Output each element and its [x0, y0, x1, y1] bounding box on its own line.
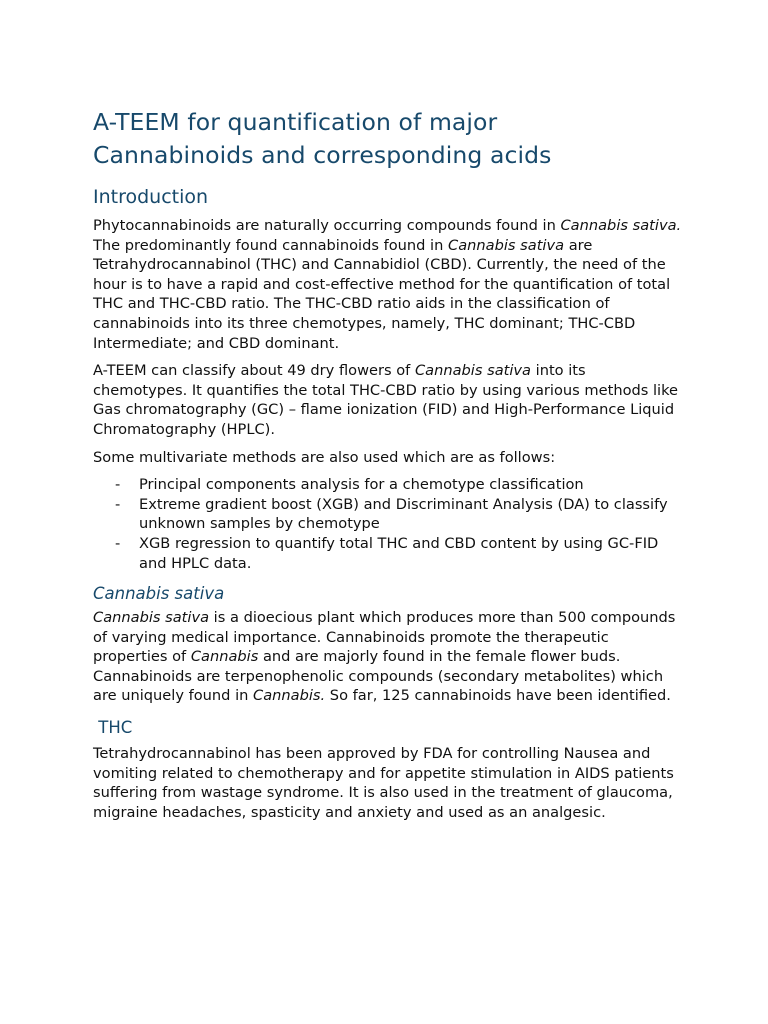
document-title	[93, 106, 683, 172]
title-line-2: Cannabinoids and corresponding acids	[93, 141, 552, 169]
list-item: - Extreme gradient boost (XGB) and Discriminant Analysis (DA) to classify unknown samples by chemotype	[115, 495, 668, 533]
dash-bullet: -	[115, 476, 121, 494]
list-item: - Principal components analysis for a chemotype classification	[115, 476, 584, 494]
intro-paragraph-2: A-TEEM can classify about 49 dry flowers of Cannabis sativa into its chemotypes. It quantifies the total THC-CBD ratio by using various methods like Gas chromatography (GC) – flame ionization (FID) and High-Performance Liquid Chromatography (HPLC).	[93, 362, 679, 438]
intro-paragraph-1: Phytocannabinoids are naturally occurring compounds found in Cannabis sativa. The predominantly found cannabinoids found in Cannabis sativa are Tetrahydrocannabinol (THC) and Cannabidiol (CBD). Currently, the need of the hour is to have a rapid and cost-effective method for the quantification of total THC and THC-CBD ratio. The THC-CBD ratio aids in the classification of cannabinoids into its three chemotypes, namely, THC dominant; THC-CBD Intermediate; and CBD dominant.	[93, 217, 682, 352]
list-item: - XGB regression to quantify total THC and CBD content by using GC-FID and HPLC data.	[115, 534, 659, 572]
dash-bullet: -	[115, 495, 121, 513]
dash-bullet: -	[115, 534, 121, 552]
cannabis-sativa-paragraph: Cannabis sativa is a dioecious plant which produces more than 500 compounds of varying medical importance. Cannabinoids promote the therapeutic properties of Cannabis and are majorly found in the female flower buds. Cannabinoids are terpenophenolic compounds (secondary metabolites) which are uniquely found in Cannabis. So far, 125 cannabinoids have been identified.	[93, 609, 676, 705]
introduction-heading: Introduction	[93, 186, 209, 208]
methods-list	[93, 475, 683, 573]
cannabis-sativa-heading: Cannabis sativa	[93, 584, 225, 604]
thc-paragraph: Tetrahydrocannabinol has been approved by FDA for controlling Nausea and vomiting related to chemotherapy and for appetite stimulation in AIDS patients suffering from wastage syndrome. It is also used in the treatment of glaucoma, migraine headaches, spasticity and anxiety and used as an analgesic.	[93, 745, 674, 821]
title-line-1: A-TEEM for quantification of major	[93, 108, 498, 136]
intro-paragraph-3: Some multivariate methods are also used which are as follows:	[93, 448, 556, 466]
document-page	[93, 106, 683, 822]
thc-heading: THC	[93, 718, 133, 738]
